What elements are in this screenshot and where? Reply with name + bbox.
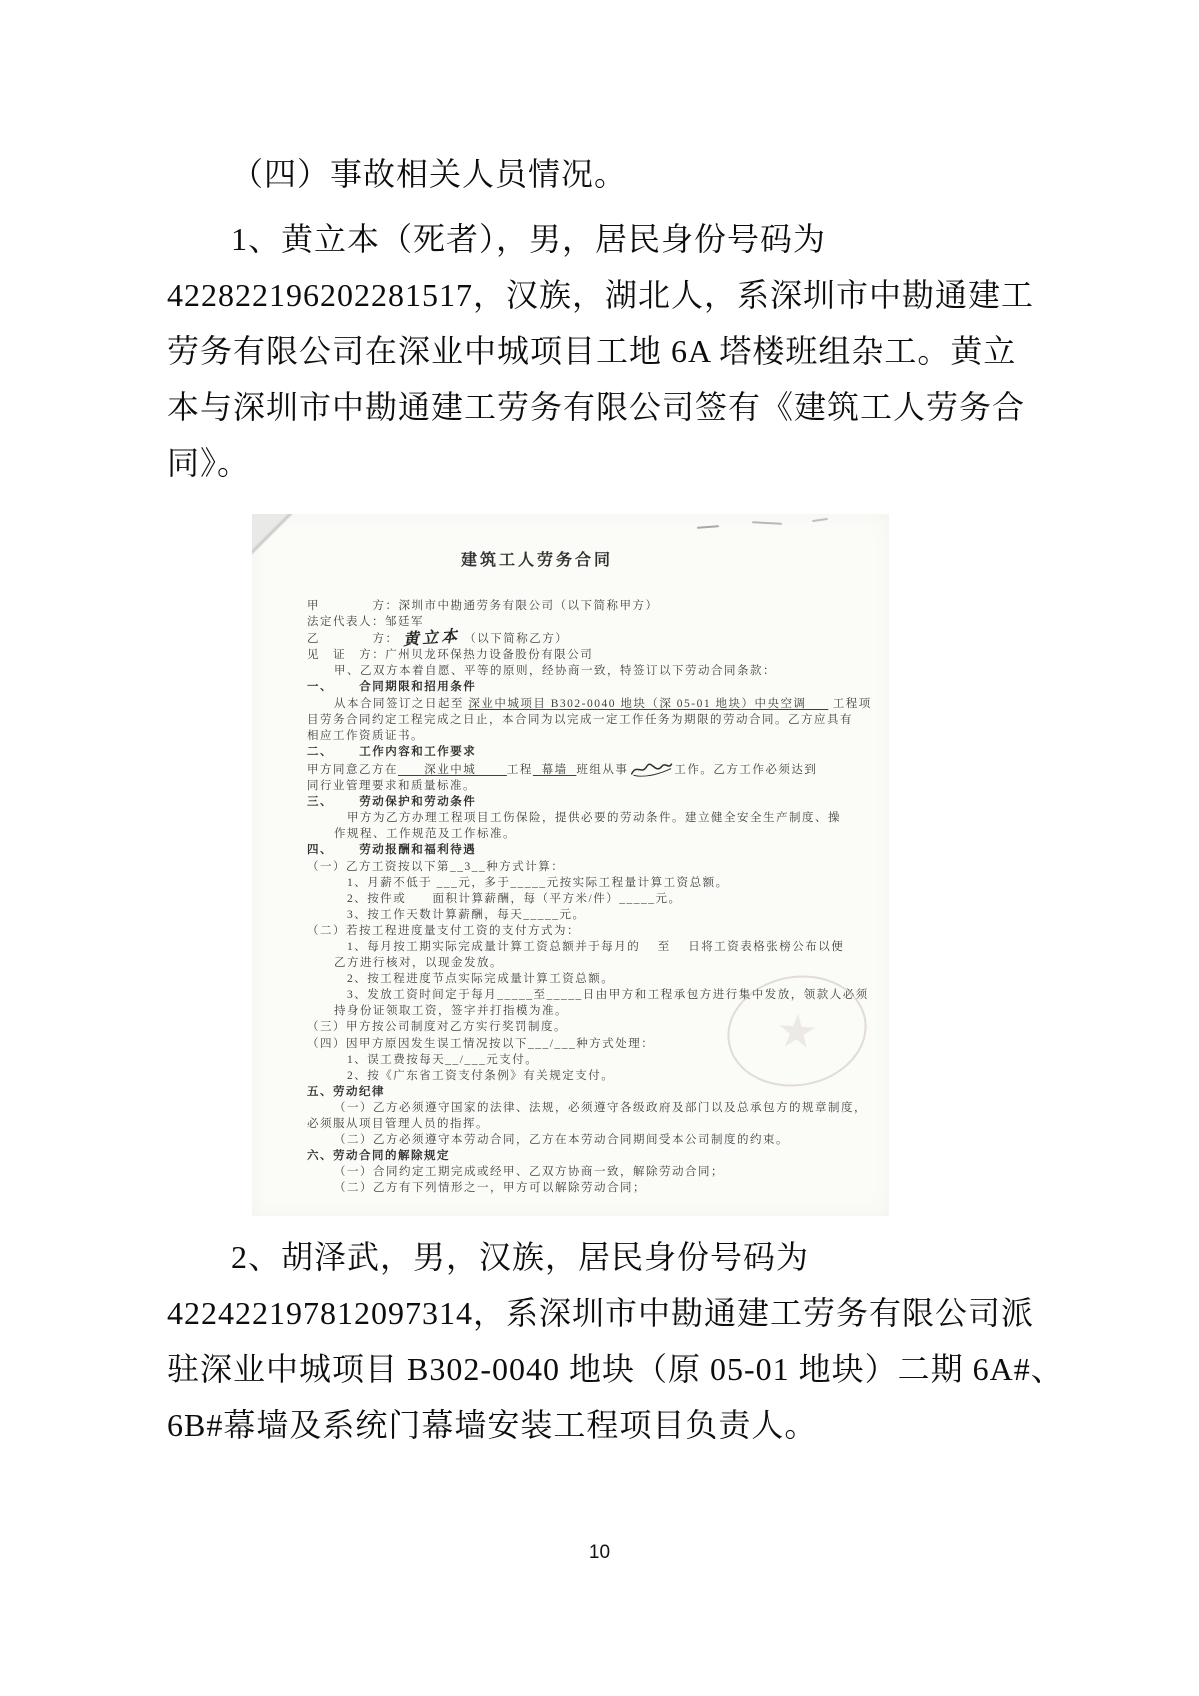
contract-line: 相应工作资质证书。 xyxy=(307,729,424,742)
party-b-label: 乙 方： xyxy=(307,633,403,646)
pencil-mark xyxy=(812,518,828,522)
contract-line: （三）甲方按公司制度对乙方实行奖罚制度。 xyxy=(307,1021,567,1034)
contract-section-3-heading: 三、 劳动保护和劳动条件 xyxy=(307,796,477,809)
contract-line: （一）合同约定工期完成或经甲、乙双方协商一致，解除劳动合同； xyxy=(334,1166,724,1179)
work-blank-trade: 幕墙 xyxy=(532,763,577,776)
section-heading: （四）事故相关人员情况。 xyxy=(231,156,628,192)
party-b-suffix: （以下简称乙方） xyxy=(459,633,569,646)
contract-line-work xyxy=(307,760,855,778)
handwritten-scribble-icon xyxy=(629,758,674,777)
contract-section-2-heading: 二、 工作内容和工作要求 xyxy=(307,745,477,758)
body-line: 驻深业中城项目 B302-0040 地块（原 05-01 地块）二期 6A#、 xyxy=(167,1351,1064,1387)
term-pre: 从本合同签订之日起至 xyxy=(334,697,469,710)
work-mid: 工程 xyxy=(506,763,533,776)
term-filled-underline: 深业中城项目 B302-0040 地块（深 05-01 地块）中央空调 xyxy=(468,697,829,710)
contract-line: 目劳务合同约定工程完成之日止，本合同为以完成一定工作任务为期限的劳动合同。乙方应具有 xyxy=(307,713,853,726)
contract-line: （四）因甲方原因发生误工情况按以下___/___种方式处理： xyxy=(307,1037,655,1050)
pencil-mark xyxy=(752,521,782,525)
body-line: 2、胡泽武，男，汉族，居民身份号码为 xyxy=(231,1239,810,1275)
contract-line: 2、按《广东省工资支付条例》有关规定支付。 xyxy=(347,1069,615,1082)
pencil-mark xyxy=(697,525,719,529)
contract-line: （一）乙方工资按以下第__3__种方式计算： xyxy=(307,860,565,873)
body-line: 1、黄立本（死者），男，居民身份号码为 xyxy=(231,221,827,257)
section-heading-block xyxy=(167,146,1047,202)
contract-title: 建筑工人劳务合同 xyxy=(460,552,613,569)
work-post: 工作。乙方工作必须达到 xyxy=(674,763,818,776)
contract-line: 1、误工费按每天__/___元支付。 xyxy=(347,1053,539,1066)
work-pre: 甲方同意乙方在 xyxy=(307,763,398,776)
body-line: 422422197812097314，系深圳市中勘通建工劳务有限公司派 xyxy=(167,1295,1035,1331)
page-number: 10 xyxy=(588,1542,611,1563)
term-post: 工程项 xyxy=(828,697,872,710)
contract-section-5-heading: 五、劳动纪律 xyxy=(307,1085,385,1098)
contract-line: （二）乙方必须遵守本劳动合同，乙方在本劳动合同期间受本公司制度的约束。 xyxy=(334,1134,789,1147)
work-blank-project: 深业中城 xyxy=(398,763,507,776)
contract-body xyxy=(307,598,872,1196)
work-mid2: 班组从事 xyxy=(576,763,629,776)
contract-section-4-heading: 四、 劳动报酬和福利待遇 xyxy=(307,844,477,857)
contract-line: 同行业管理要求和质量标准。 xyxy=(307,780,476,793)
contract-line: 3、发放工资时间定于每月_____至_____日由甲方和工程承包方进行集中发放，领款人必须 xyxy=(347,989,869,1002)
contract-line: 甲方为乙方办理工程项目工伤保险，提供必要的劳动条件。建立健全安全生产制度、操 xyxy=(347,812,841,825)
body-line: 422822196202281517，汉族，湖北人，系深圳市中勘通建工 xyxy=(167,277,1035,313)
contract-line: 1、每月按工期实际完成量计算工资总额并于每月的 至 日将工资表格张榜公布以便 xyxy=(347,940,845,953)
contract-section-1-heading: 一、 合同期限和招用条件 xyxy=(307,681,477,694)
contract-line-preamble: 甲、乙双方本着自愿、平等的原则，经协商一致，特签订以下劳动合同条款： xyxy=(334,665,776,678)
body-line: 劳务有限公司在深业中城项目工地 6A 塔楼班组杂工。黄立 xyxy=(167,333,1017,369)
contract-line: 乙方进行核对，以现金发放。 xyxy=(334,957,503,970)
contract-line-party-a: 甲 方：深圳市中勘通劳务有限公司（以下简称甲方） xyxy=(307,600,659,612)
star-icon: ★ xyxy=(774,1002,820,1060)
corner-fold-mark xyxy=(252,514,296,556)
contract-line: 3、按工作天数计算薪酬，每天_____元。 xyxy=(347,908,586,921)
body-line: 本与深圳市中勘通建工劳务有限公司签有《建筑工人劳务合 xyxy=(167,389,1026,425)
contract-section-6-heading: 六、劳动合同的解除规定 xyxy=(307,1150,450,1163)
contract-line-legal-rep: 法定代表人：邹廷军 xyxy=(307,616,424,629)
contract-line-term xyxy=(307,696,872,712)
contract-line: 持身份证领取工资，签字并打指模为准。 xyxy=(334,1005,568,1018)
contract-scan-image xyxy=(252,514,889,1216)
contract-line: 1、月薪不低于 ___元，多于_____元按实际工程量计算工资总额。 xyxy=(347,876,729,889)
contract-line: 2、按工程进度节点实际完成量计算工资总额。 xyxy=(347,973,615,986)
paragraph-2 xyxy=(167,1229,1064,1453)
contract-line: （一）乙方必须遵守国家的法律、法规，必须遵守各级政府及部门以及总承包方的规章制度， xyxy=(334,1101,867,1114)
contract-line-witness: 见 证 方：广州贝龙环保热力设备股份有限公司 xyxy=(307,649,594,662)
contract-line: 2、按件或 面积计算薪酬，每（平方米/件）_____元。 xyxy=(347,892,682,905)
body-line: 6B#幕墙及系统门幕墙安装工程项目负责人。 xyxy=(167,1407,818,1443)
party-b-signature: 黄立本 xyxy=(402,628,461,650)
contract-line-party-b xyxy=(307,628,855,650)
paragraph-1 xyxy=(167,211,1047,491)
contract-line: （二）若按工程进度量支付工资的支付方式为： xyxy=(307,924,580,937)
contract-line: 必须服从项目管理人员的指挥。 xyxy=(307,1118,489,1130)
contract-line: 作规程、工作规范及工作标准。 xyxy=(334,828,516,841)
body-line: 同》。 xyxy=(167,445,251,481)
contract-line: （二）乙方有下列情形之一，甲方可以解除劳动合同； xyxy=(334,1182,646,1195)
